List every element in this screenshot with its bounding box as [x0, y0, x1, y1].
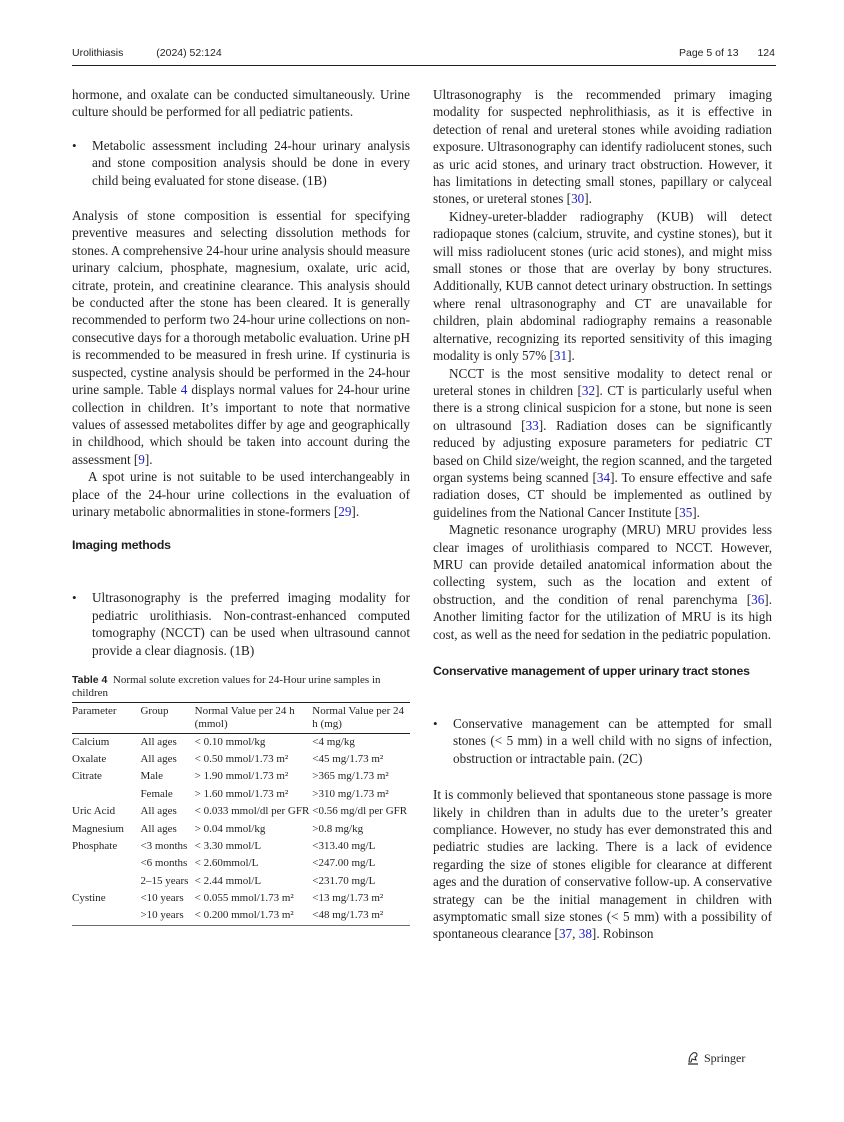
- citation-link[interactable]: 33: [525, 417, 539, 433]
- running-header-right: [430, 47, 775, 59]
- citation-link[interactable]: 30: [571, 191, 585, 207]
- text: ]. Radiation doses can be significantly reduced by adjusting exposure parameters for pediatric CT based on Child size/weight, the region scanned, and the targeted organ systems being scanned [: [433, 417, 772, 485]
- paragraph: [72, 468, 410, 520]
- cell: <231.70 mg/L: [312, 874, 376, 887]
- citation-link[interactable]: 29: [338, 503, 352, 519]
- text: ].: [144, 451, 153, 467]
- table-row: [72, 768, 410, 785]
- cell: < 0.50 mmol/1.73 m²: [194, 752, 289, 765]
- text: It is commonly believed that spontaneous stone passage is more likely in children than in adults due to the ureter’s greater compliance. However, no study has ever demonstrated this and pediatric studies are lacking. There is a lack of evidence regarding the size of stones eligible for clearance at different ages and the duration of conservative follow-up. A conservative strategy can be the initial management in children with asymptomatic small size stones (< 5 mm) with a possibility of spontaneous clearance [: [433, 787, 772, 942]
- citation-link[interactable]: 38: [578, 926, 592, 942]
- citation: (2024) 52:124: [156, 47, 222, 59]
- cell: All ages: [140, 752, 177, 765]
- bullet-icon: •: [72, 590, 77, 606]
- paragraph: [433, 86, 772, 208]
- publisher-name: Springer: [704, 1050, 746, 1065]
- cell: Cystine: [72, 892, 106, 905]
- table-caption: [72, 674, 410, 700]
- cell: < 0.033 mmol/dl per GFR: [194, 805, 310, 818]
- cell: Citrate: [72, 770, 102, 783]
- text: displays normal values for 24-hour urine collection in children. It’s important to note that normative values of assessed metabolites differ by age and geographically in childhood, which should be taken into account during the assessment [: [72, 382, 411, 467]
- text: ].: [567, 348, 575, 364]
- cell: [72, 855, 140, 872]
- section-heading: Conservative management of upper urinary tract stones: [433, 664, 750, 678]
- section-heading: Imaging methods: [72, 538, 171, 553]
- cell: <45 mg/1.73 m²: [312, 752, 384, 765]
- normal-values-table: [72, 702, 410, 926]
- cell: <4 mg/kg: [312, 735, 355, 748]
- cell: > 1.90 mmol/1.73 m²: [194, 770, 289, 783]
- paragraph: [433, 365, 772, 522]
- cell: >310 mg/1.73 m²: [312, 787, 389, 800]
- cell: <13 mg/1.73 m²: [312, 892, 384, 905]
- bullet-icon: •: [72, 137, 77, 153]
- publisher-footer: [686, 1050, 745, 1066]
- table-header-row: [72, 702, 410, 733]
- text: ].: [584, 191, 592, 207]
- springer-knight-icon: [686, 1050, 700, 1066]
- left-column: [72, 86, 410, 926]
- cell: 2–15 years: [140, 874, 189, 887]
- cell: [72, 873, 140, 890]
- table-row: [72, 786, 410, 803]
- recommendation-bullet: [72, 589, 410, 659]
- cell: <0.56 mg/dl per GFR: [312, 805, 408, 818]
- paragraph: [72, 207, 410, 468]
- text: ]. Robinson: [591, 926, 654, 942]
- cell: Oxalate: [72, 752, 107, 765]
- table-link[interactable]: 4: [180, 382, 188, 398]
- cell: Magnesium: [72, 822, 124, 835]
- cell: >365 mg/1.73 m²: [312, 770, 389, 783]
- citation-link[interactable]: 9: [138, 451, 145, 467]
- citation-link[interactable]: 34: [596, 469, 611, 485]
- column-header: Group: [140, 704, 169, 717]
- text: ,: [572, 926, 579, 942]
- text: Magnetic resonance urography (MRU) MRU provides less clear images of urolithiasis compared to NCCT. However, MRU can provide detailed anatomical information about the collecting system, such as the location and extent of obstruction, and the condition of renal parenchyma [: [433, 522, 772, 607]
- cell: <48 mg/1.73 m²: [312, 909, 384, 922]
- cell: Male: [140, 770, 164, 783]
- paragraph: [433, 521, 772, 643]
- text: ]. Another limiting factor for the utilization of MRU is its high cost, as well as the need for sedation in the pediatric population.: [433, 591, 772, 642]
- page-label: Page 5 of 13: [678, 47, 739, 59]
- paragraph: hormone, and oxalate can be conducted simultaneously. Urine culture should be performed for all pediatric patients.: [72, 87, 410, 120]
- text: Ultrasonography is the recommended primary imaging modality for suspected nephrolithiasis, as it is effective in detection of renal and ureteral stones while avoiding radiation exposure. Ultrasonography can identify radiolucent stones, such as uric acid stones, and urinary tract obstruction. However, it has limitations in detecting small stones, papillary or calyceal stones, or ureteral stones [: [433, 87, 772, 207]
- cell: Female: [140, 787, 173, 800]
- bullet-text: Conservative management can be attempted for small stones (< 5 mm) in a well child with no signs of infection, obstruction or intractable pain. (2C): [453, 716, 772, 766]
- cell: <3 months: [140, 839, 188, 852]
- text: Kidney-ureter-bladder radiography (KUB) will detect radiopaque stones (calcium, struvite, and cystine stones), but it will miss radiolucent stones (uric acid stones), and might miss small stones or those that are overlay by bony structures. Additionally, KUB cannot detect urinary obstruction. In settings where renal ultrasonography and CT are unavailable for children, plain abdominal radiography remains a reasonable alternative, recognizing its reported sensitivity of this imaging modality is only 57% [: [433, 208, 772, 364]
- cell: Phosphate: [72, 839, 118, 852]
- table-row: [72, 907, 410, 925]
- cell: <247.00 mg/L: [312, 857, 376, 870]
- citation-link[interactable]: 35: [679, 504, 693, 520]
- cell: > 1.60 mmol/1.73 m²: [194, 787, 289, 800]
- cell: < 0.055 mmol/1.73 m²: [194, 892, 294, 905]
- cell: Calcium: [72, 735, 110, 748]
- column-header: Parameter: [72, 704, 117, 717]
- cell: [72, 907, 140, 925]
- bullet-text: Ultrasonography is the preferred imaging modality for pediatric urolithiasis. Non-contrast-enhanced computed tomography (NCCT) can be used when ultrasound cannot provide a clear diagnosis. (1B): [92, 590, 410, 658]
- column-header: Normal Value per 24 h (mg): [312, 704, 405, 730]
- text: ]. CT is particularly useful when there is a strong clinical suspicion for a stone, but none is seen on ultrasound [: [433, 382, 772, 433]
- cell: < 0.200 mmol/1.73 m²: [194, 909, 294, 922]
- paragraph: [433, 786, 772, 943]
- bullet-text: Metabolic assessment including 24-hour urinary analysis and stone composition analysis should be done in every child being evaluated for stone disease. (1B): [92, 137, 410, 188]
- cell: Uric Acid: [72, 805, 116, 818]
- recommendation-bullet: [72, 137, 410, 189]
- text: NCCT is the most sensitive modality to detect renal or ureteral stones in children [: [433, 365, 772, 398]
- header-rule: [72, 65, 776, 66]
- cell: < 0.10 mmol/kg: [194, 735, 266, 748]
- cell: < 2.44 mmol/L: [194, 874, 262, 887]
- table-row: [72, 873, 410, 890]
- running-header-left: [72, 47, 410, 59]
- table-row: [72, 838, 410, 855]
- table-label: Table 4: [72, 673, 108, 686]
- recommendation-bullet: [433, 715, 772, 767]
- bullet-icon: •: [433, 716, 438, 731]
- table-row: [72, 890, 410, 907]
- table-row: [72, 803, 410, 820]
- cell: >10 years: [140, 909, 184, 922]
- cell: <10 years: [140, 892, 184, 905]
- right-column: [433, 86, 772, 943]
- citation-link[interactable]: 32: [581, 382, 596, 398]
- journal-name: Urolithiasis: [72, 47, 124, 59]
- cell: < 2.60mmol/L: [194, 857, 259, 870]
- cell: <6 months: [140, 857, 188, 870]
- column-header: Normal Value per 24 h (mmol): [194, 704, 295, 730]
- citation-link[interactable]: 31: [553, 348, 568, 364]
- text: ].: [351, 503, 360, 519]
- citation-link[interactable]: 36: [751, 591, 765, 607]
- text: ]. To ensure effective and safe radiation doses, CT should be implemented as outlined by guidelines from the National Cancer Institute [: [433, 469, 772, 520]
- cell: All ages: [140, 822, 177, 835]
- text: ].: [692, 504, 700, 520]
- cell: [72, 786, 140, 803]
- text: A spot urine is not suitable to be used interchangeably in place of the 24-hour urine collections in the evaluation of urinary metabolic abnormalities in stone-formers [: [72, 469, 410, 519]
- cell: All ages: [140, 735, 177, 748]
- article-number: 124: [757, 47, 775, 59]
- cell: >0.8 mg/kg: [312, 822, 364, 835]
- table-row: [72, 855, 410, 872]
- cell: < 3.30 mmol/L: [194, 839, 262, 852]
- table-row: [72, 821, 410, 838]
- text: Analysis of stone composition is essential for specifying preventive measures and selecting dissolution methods for stones. A comprehensive 24-hour urine analysis should measure urinary calcium, phosphate, magnesium, oxalate, uric acid, citrate, protein, and creatinine clearance. This analysis should be conducted after the stone has been cleared. It is generally recommended to perform two 24-hour urine collections on non-consecutive days for a thorough metabolic evaluation. Urine pH is recommended to be measured in fresh urine. If cystinuria is suspected, cystine analysis should be performed in the 24-hour urine sample. Table: [72, 208, 411, 398]
- cell: > 0.04 mmol/kg: [194, 822, 266, 835]
- citation-link[interactable]: 37: [558, 926, 573, 942]
- table-row: [72, 751, 410, 768]
- table-row: [72, 733, 410, 751]
- cell: All ages: [140, 805, 177, 818]
- table-caption-text: Normal solute excretion values for 24-Hour urine samples in children: [72, 673, 381, 699]
- paragraph: [433, 208, 772, 365]
- cell: <313.40 mg/L: [312, 839, 376, 852]
